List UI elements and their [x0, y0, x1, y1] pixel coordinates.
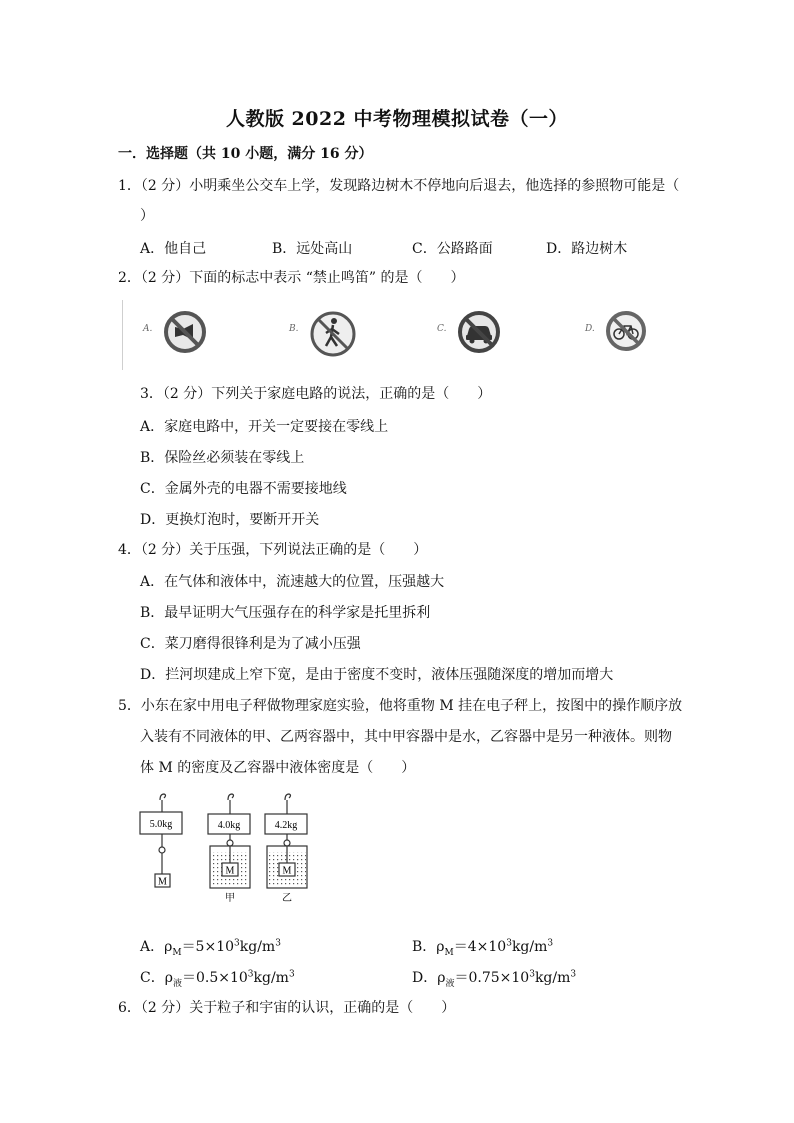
mass-label-3: M	[282, 865, 292, 877]
question-5-option-a: A．$\rho_M=5\times 10^3kg/m^3$	[140, 938, 281, 958]
question-5-option-b: B．$\rho_M=4\times 10^3kg/m^3$	[412, 938, 554, 958]
question-3-option-c: C．金属外壳的电器不需要接地线	[140, 481, 347, 497]
no-pedestrian-icon	[309, 310, 357, 358]
scale-reading-3: 4.2kg	[274, 820, 298, 831]
mass-label-1: M	[158, 876, 167, 888]
sign-label-d: D.	[585, 324, 595, 334]
scale-3	[265, 794, 307, 904]
sign-option-c	[437, 310, 557, 360]
page-title: 人教版 2022 中考物理模拟试卷（一）	[225, 108, 569, 130]
question-5-stem-line-1: 5．小东在家中用电子秤做物理家庭实验，他将重物 M 挂在电子秤上，按图中的操作顺序放	[118, 698, 683, 714]
question-4-option-b: B．最早证明大气压强存在的科学家是托里拆利	[140, 605, 431, 621]
sign-options-row	[122, 300, 683, 370]
scale-reading-1: 5.0kg	[149, 819, 173, 830]
no-horn-icon	[163, 310, 207, 354]
mass-label-2: M	[225, 865, 235, 877]
no-car-icon	[457, 310, 501, 354]
question-1-stem: 1．（2 分）小明乘坐公交车上学，发现路边树木不停地向后退去，他选择的参照物可能是（	[118, 178, 680, 194]
question-6-stem: 6．（2 分）关于粒子和宇宙的认识，正确的是（ ）	[118, 1000, 456, 1016]
sign-option-d	[585, 310, 705, 360]
sign-label-a: A.	[143, 324, 153, 334]
sign-label-c: C.	[437, 324, 447, 334]
question-4-stem: 4．（2 分）关于压强，下列说法正确的是（ ）	[118, 542, 428, 558]
sign-label-b: B.	[289, 324, 299, 334]
question-2-stem: 2．（2 分）下面的标志中表示 “禁止鸣笛” 的是（ ）	[118, 270, 465, 286]
section-heading: 一．选择题（共 10 小题，满分 16 分）	[118, 146, 373, 162]
question-5-stem-line-2: 入装有不同液体的甲、乙两容器中，其中甲容器中是水，乙容器中是另一种液体。则物	[140, 729, 672, 745]
question-4-option-c: C．菜刀磨得很锋利是为了减小压强	[140, 636, 361, 652]
question-5-option-d: D．$\rho_液=0.75\times 10^3kg/m^3$	[412, 969, 577, 989]
question-1-option-d: D．路边树木	[546, 241, 628, 257]
question-3-option-d: D．更换灯泡时，要断开开关	[140, 512, 320, 528]
container-label-jia: 甲	[225, 893, 235, 904]
sign-option-b	[289, 310, 409, 360]
scale-2	[208, 794, 250, 904]
question-5-option-c: C．$\rho_液=0.5\times 10^3kg/m^3$	[140, 969, 295, 989]
container-label-yi: 乙	[282, 893, 292, 904]
question-1-option-a: A．他自己	[140, 241, 207, 257]
scale-experiment-figure	[132, 790, 322, 905]
question-3-option-a: A．家庭电路中，开关一定要接在零线上	[140, 419, 389, 435]
question-3-option-b: B．保险丝必须装在零线上	[140, 450, 305, 466]
question-5-stem-line-3: 体 M 的密度及乙容器中液体密度是（ ）	[140, 760, 416, 776]
question-1-option-c: C．公路路面	[412, 241, 493, 257]
question-4-option-a: A．在气体和液体中，流速越大的位置，压强越大	[140, 574, 445, 590]
scale-1	[140, 794, 182, 888]
question-3-stem: 3．（2 分）下列关于家庭电路的说法，正确的是（ ）	[140, 386, 492, 402]
question-4-option-d: D．拦河坝建成上窄下宽，是由于密度不变时，液体压强随深度的增加而增大	[140, 667, 614, 683]
question-1-option-b: B．远处高山	[272, 241, 353, 257]
scale-reading-2: 4.0kg	[217, 820, 241, 831]
sign-option-a	[143, 310, 263, 360]
question-1-stem-end: ）	[140, 208, 154, 224]
no-bicycle-icon	[605, 310, 647, 352]
